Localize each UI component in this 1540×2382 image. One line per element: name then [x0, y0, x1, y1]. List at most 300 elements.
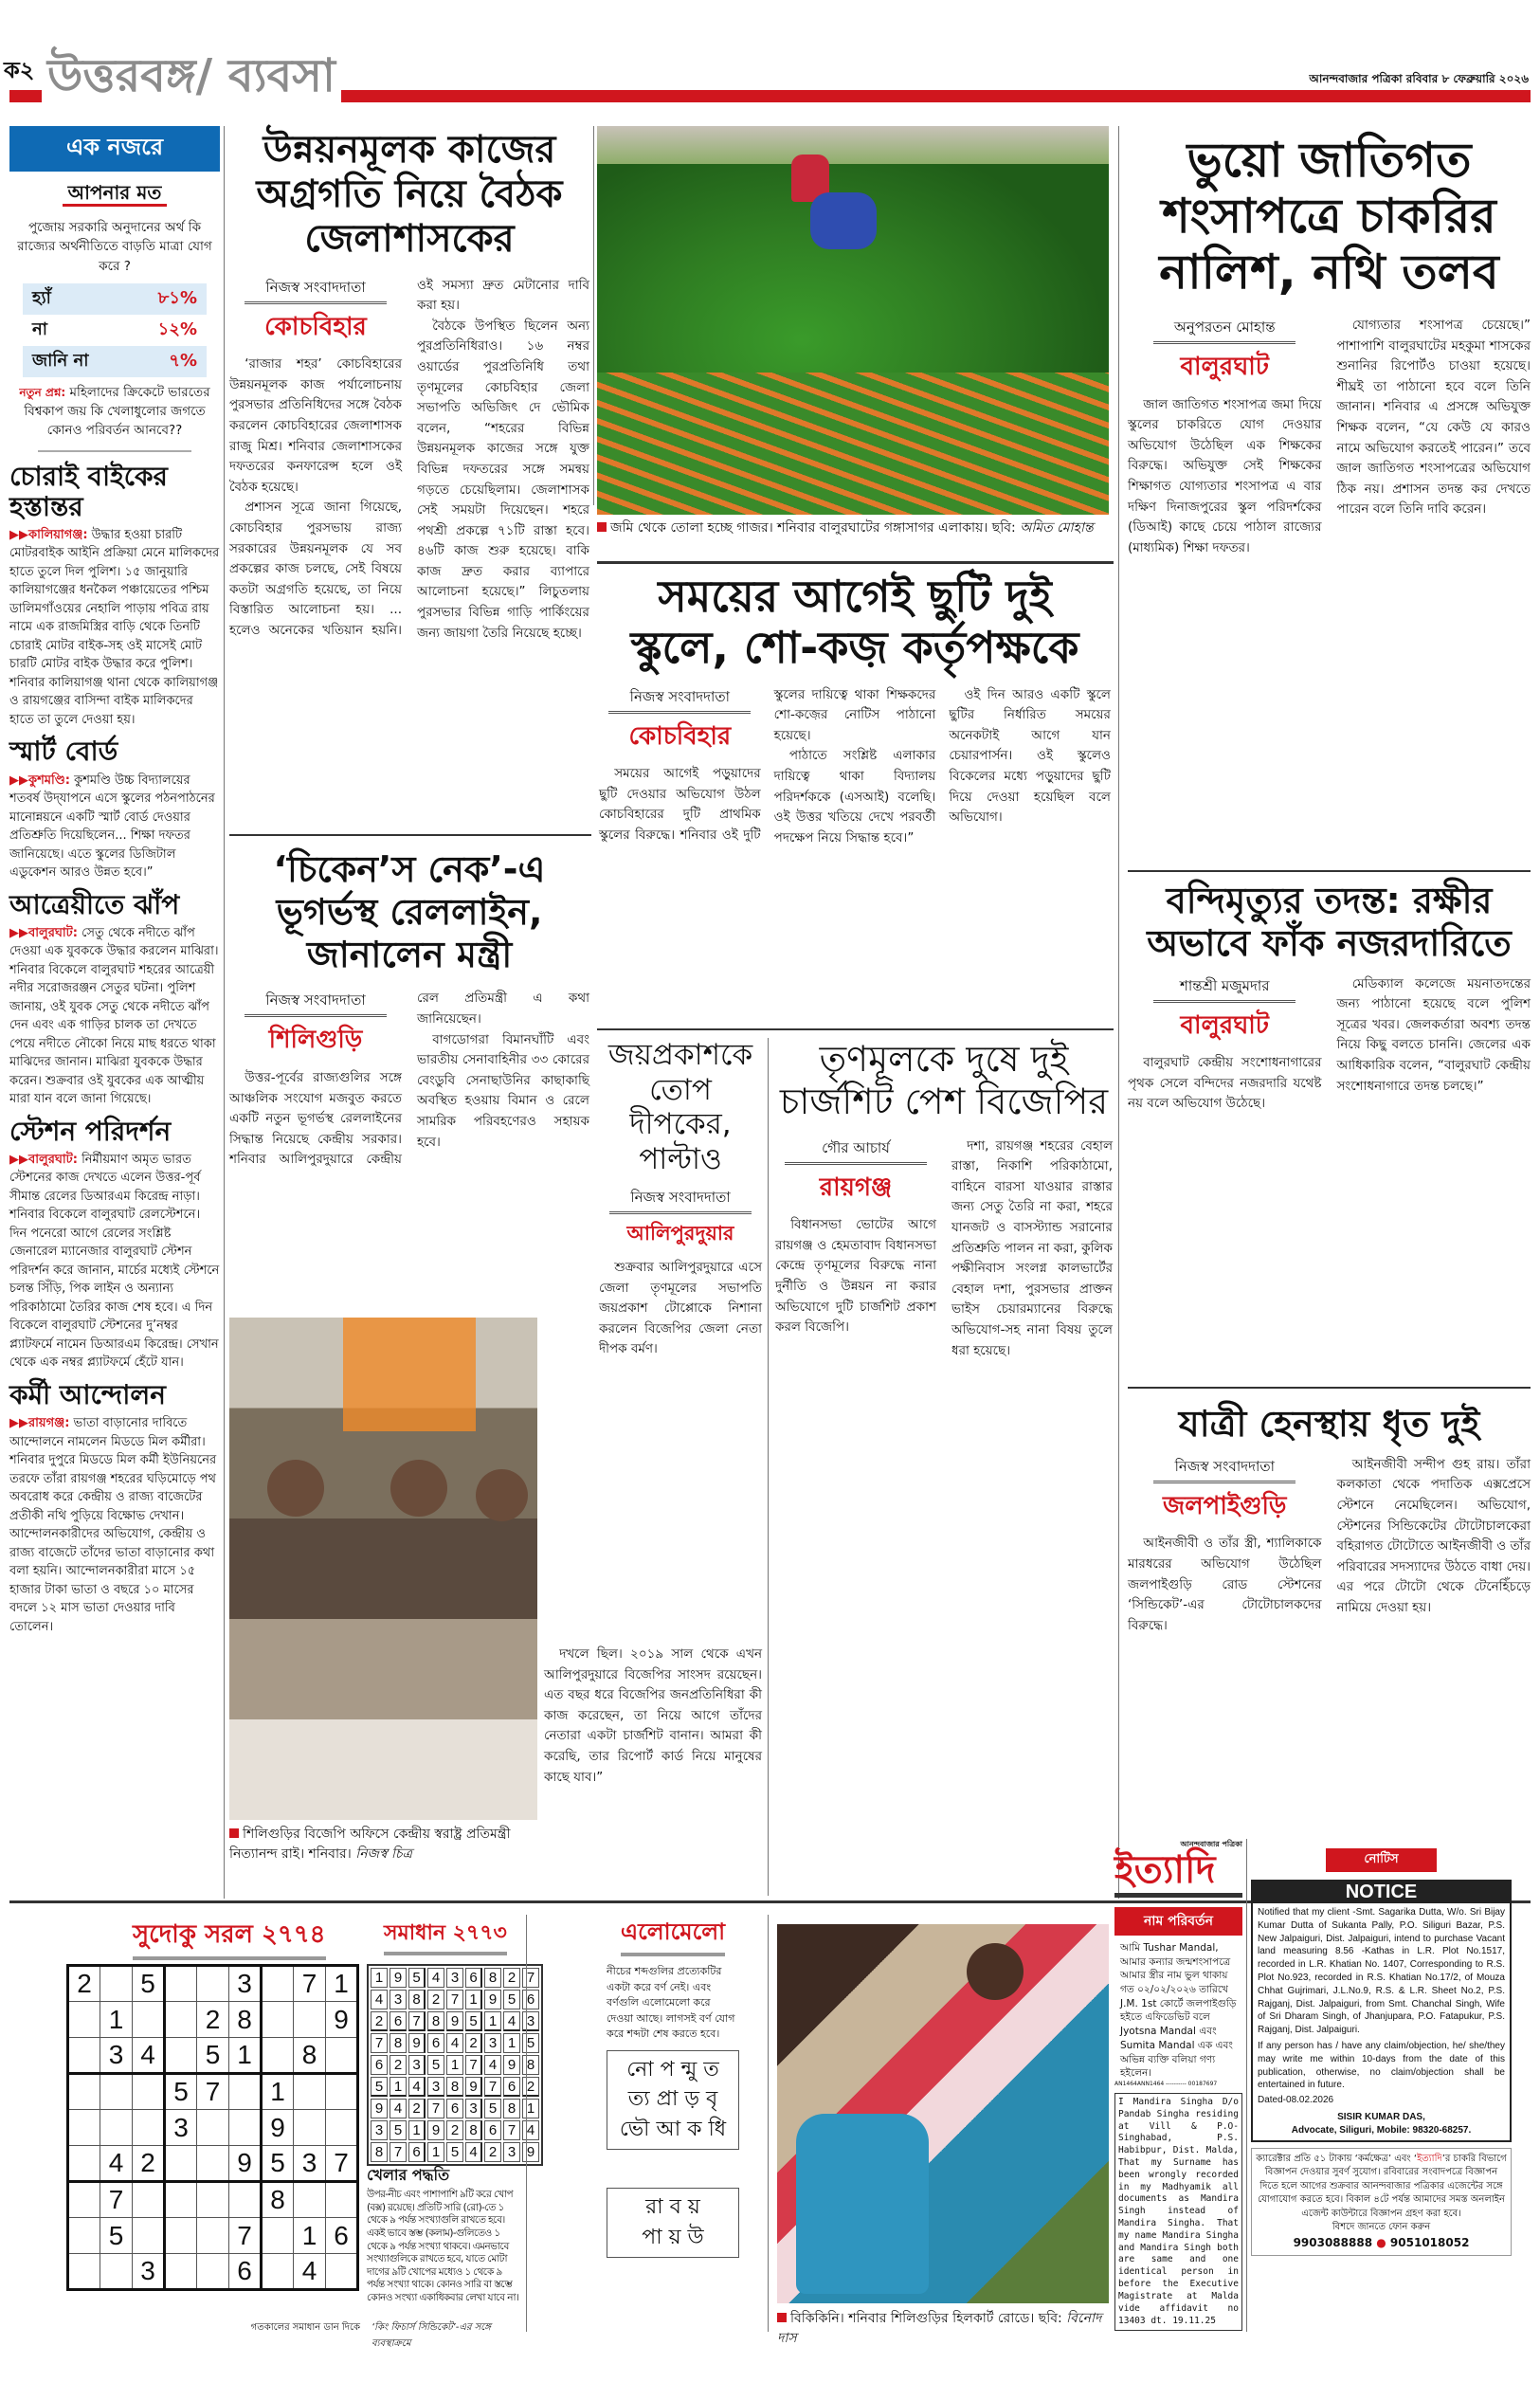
notice-signatory: SISIR KUMAR DAS,: [1337, 2111, 1425, 2122]
legal-notice: [1251, 1848, 1512, 2256]
sudoku-cell: [68, 2110, 100, 2146]
caption-text: জমি থেকে তোলা হচ্ছে গাজর। শনিবার বালুরঘাটের গঙ্গাসাগর এলাকায়। ছবি:: [610, 520, 1016, 536]
sudoku-cell: 1: [100, 2002, 133, 2038]
solution-cell: 3: [503, 2142, 520, 2162]
article-custody-death: [1128, 880, 1531, 1115]
phone-number[interactable]: 9051018052: [1389, 2235, 1470, 2249]
bjp-press-photo: [229, 1318, 537, 1820]
solution-cell: 4: [503, 2011, 520, 2031]
brief-text: সেতু থেকে নদীতে ঝাঁপ দেওয়া এক যুবককে উদ্ধার করলেন মাঝিরা। শনিবার বিকেলে বালুরঘাট শহরের আত্রেয়ী নদীর সরোজরঞ্জন সেতুর ঘটনা। পুলিশ জানায়, ওই যুবক সেতু থেকে নদীতে ঝাঁপ দেন এবং এক গাড়ির চালক তা দেখতে পেয়ে নদীতে নৌকো নিয়ে মাছ ধরতে থাকা মাঝিদের জানান। মাঝিরা যুবককে উদ্ধার করেন। শুক্রবার ওই যুবকের এক আত্মীয় মারা যান বলে জানা গিয়েছে।: [9, 925, 219, 1107]
sudoku-cell: 5: [133, 1966, 165, 2002]
ek-nojore-title: এক নজরে: [9, 126, 220, 172]
brief-title: চোরাই বাইকের হস্তান্তর: [9, 460, 168, 522]
solution-cell: 9: [427, 2120, 444, 2140]
elomelo-intro: নীচের শব্দগুলির প্রত্যেকটির একটা করে বর্ণ নেই। এবং বর্ণগুলি এলোমেলো করে দেওয়া আছে। লাগসই বর্ণ যোগ করে শব্দটা শেষ করতে হবে।: [607, 1965, 735, 2040]
news-brief: স্টেশন পরিদর্শন ▶▶বালুরঘাট: নির্মীয়মাণ অমৃত ভারত স্টেশনের কাজ দেখতে এলেন উত্তর-পূর্ব সীমান্ত রেলের ডিআরএম কিরেন্দ্র নাড়া। শনিবার বিকেলে বালুরঘাট রেলস্টেশনে। দিন পনেরো আগে রেলের সংশ্লিষ্ট জেনারেল ম্যানেজার বালুরঘাট স্টেশন পরিদর্শন করে জানান, মার্চের মধ্যেই স্টেশনে চলন্ত সিঁড়ি, পিক লাইন ও অন্যান্য পরিকাঠামো তৈরির কাজ শেষ হবে। এ দিন বিকেলে বালুরঘাট স্টেশনের দু’নম্বর প্ল্যাটফর্মে নামেন ডিআরএম কিরেন্দ্র। সেখান থেকে এক নম্বর প্ল্যাটফর্মে হেঁটে যান।: [9, 1115, 220, 1371]
solution-cell: 9: [522, 2142, 539, 2162]
solution-cell: 5: [503, 1990, 520, 2009]
dateline-place: বালুরঘাট: [1180, 353, 1269, 381]
elomelo-box-2: [607, 2188, 739, 2258]
solution-cell: 2: [390, 2055, 407, 2075]
sudoku-cell: [326, 2038, 358, 2074]
paragraph: শুক্রবার আলিপুরদুয়ারে এসে জেলা তৃণমূলের সভাপতি জয়প্রকাশ টোপ্পোকে নিশানা করলেন বিজেপির জেলা নেতা দীপক বর্মণ।: [599, 1259, 762, 1357]
notice-label: নোটিস: [1326, 1848, 1436, 1872]
phone-number[interactable]: 9903088888: [1293, 2235, 1373, 2249]
headline: যাত্রী হেনস্থায় ধৃত দুই: [1178, 1403, 1480, 1445]
byline: নিজস্ব সংবাদদাতা: [1153, 1455, 1295, 1483]
ityadi-logo: ইত্যাদি: [1114, 1851, 1242, 1898]
notice-title: NOTICE: [1253, 1882, 1510, 1903]
article-school-show-cause: [599, 571, 1111, 848]
poll-option: না: [32, 318, 47, 339]
brief-title: আত্রেয়ীতে ঝাঁপ: [9, 888, 180, 920]
solution-cell: 6: [427, 2033, 444, 2053]
headline: ভুয়ো জাতিগত শংসাপত্রে চাকরির নালিশ, নথি তলব: [1159, 133, 1499, 300]
seller: [967, 1943, 1024, 2000]
solution-cell: 3: [465, 2099, 482, 2118]
poll-row: [23, 283, 207, 315]
sudoku-cell: 4: [133, 2038, 165, 2074]
sudoku-cell: [68, 2146, 100, 2182]
sudoku-cell: [262, 2218, 294, 2254]
paragraph: সময়ের আগেই পড়ুয়াদের ছুটি দেওয়ার অভিযোগ উঠল কোচবিহারের দুটি প্রাথমিক স্কুলের বিরুদ্ধে। শনিবার ওই দুটি স্কুলের দায়িত্বে থাকা শিক্ষকদের শো-কজ়ের নোটিস পাঠানো হয়েছে।: [599, 686, 936, 843]
solution-cell: 1: [465, 1990, 482, 2009]
solution-cell: 7: [465, 2055, 482, 2075]
paragraph: প্রশাসন সূত্রে জানা গিয়েছে, কোচবিহার পুরসভায় রাজ্য সরকারের উন্নয়নমূলক যে সব প্রকল্পের কাজ চলছে, সেই বিষয়ে কতটা অগ্রগতি হয়েছে, তা নিয়ে বিস্তারিত আলোচনা হয়। ... হলেও অনেকের খতিয়ান হয়নি। ওই সমস্যা দ্রুত মেটানোর দাবি করা হয়।: [229, 277, 589, 638]
solution-cell: 2: [484, 2142, 501, 2162]
article-chickens-neck: [229, 848, 589, 1171]
poll-percent: ৭%: [169, 350, 197, 371]
sudoku-cell: 3: [100, 2038, 133, 2074]
brief-place: বালুরঘাট:: [28, 1152, 78, 1167]
solution-cell: 5: [371, 2077, 388, 2097]
sudoku-cell: [100, 2254, 133, 2290]
sudoku-note: গতকালের সমাধান ডান দিকে: [250, 2322, 360, 2333]
brief-place: কুশমণ্ডি:: [28, 773, 70, 788]
solution-cell: 5: [484, 2099, 501, 2118]
paragraph: আইনজীবী সন্দীপ গুহ রায়। তাঁরা কলকাতা থেকে পদাতিক এক্সপ্রেসে স্টেশনে নেমেছিলেন। অভিযোগ, স্টেশনের সিন্ডিকেটের টোটোচালকেরা বহিরাগত টোটোতে আইনজীবী ও তাঁর পরিবারের সদস্যাদের উঠতে বাধা দেয়। এর পরে টোটো থেকে টেনেহিঁচড়ে নামিয়ে দেওয়া হয়।: [1336, 1456, 1531, 1615]
solution-cell: 2: [522, 2077, 539, 2097]
byline: শান্তশ্রী মজুমদার: [1153, 974, 1295, 1003]
solution-cell: 3: [484, 2033, 501, 2053]
solution-cell: 1: [522, 2099, 539, 2118]
solution-cell: 3: [427, 2077, 444, 2097]
page-header: [0, 47, 1540, 114]
news-brief: কর্মী আন্দোলন ▶▶রায়গঞ্জ: ভাতা বাড়ানোর দাবিতে আন্দোলনে নামলেন মিডডে মিল কর্মীরা। শনিবার দুপুরে মিডডে মিল কর্মী ইউনিয়নের তরফে তাঁরা রায়গঞ্জ শহরের ঘড়িমোড়ে পথ অবরোধ করে কেন্দ্রীয় ও রাজ্য বাজেটের প্রতীকী নথি পুড়িয়ে বিক্ষোভ দেখান। আন্দোলনকারীদের অভিযোগ, কেন্দ্রীয় ও রাজ্য বাজেটে তাঁদের ভাতা বাড়ানোর কথা বলা হয়নি। আন্দোলনকারীরা মাসে ১৫ হাজার টাকা ভাতা ও বছরে ১০ মাসের বদলে ১২ মাস ভাতা দেওয়ার দাবি তোলেন।: [9, 1380, 220, 1636]
solution-cell: 4: [371, 1990, 388, 2009]
sudoku-cell: 7: [100, 2182, 133, 2218]
sudoku-cell: 4: [294, 2254, 326, 2290]
solution-cell: 2: [371, 2011, 388, 2031]
solution-cell: 8: [446, 2077, 463, 2097]
sudoku-rules: [367, 2163, 520, 2305]
caption-credit: অমিত মোহান্ত: [1020, 520, 1094, 536]
article-fake-caste-certificate: [1128, 133, 1531, 558]
sudoku-cell: [294, 2074, 326, 2110]
brief-list: [9, 462, 220, 1637]
jumbled-word: ভৌ আ ক ধি: [619, 2118, 727, 2142]
solution-cell: 4: [465, 2142, 482, 2162]
sudoku-cell: 7: [294, 1966, 326, 2002]
solution-cell: 6: [446, 2099, 463, 2118]
sudoku-cell: [165, 1966, 197, 2002]
solution-cell: 9: [484, 1990, 501, 2009]
brief-title: কর্মী আন্দোলন: [9, 1378, 166, 1410]
paragraph: ‘রাজার শহর’ কোচবিহারের উন্নয়নমূলক কাজ পর্যালোচনায় পুরসভার প্রতিনিধিদের সঙ্গে বৈঠক করলেন কোচবিহারের জেলাশাসক রাজু মিশ্র। শনিবার জেলাশাসকের দফতরের কনফারেন্স হলে ওই বৈঠক হয়েছে।: [229, 356, 402, 495]
new-question: [13, 383, 216, 441]
solution-cell: 5: [427, 2055, 444, 2075]
byline: গৌর আচার্য: [785, 1136, 927, 1165]
promo-text: ক্যারেক্টার প্রতি ৫১ টাকায় ‘কর্মক্ষেত্র’ এবং ‘: [1256, 2153, 1418, 2164]
name-change-ad: আমি Tushar Mandal, আমার কন্যার জন্মশংসাপত্রে আমার স্ত্রীর নাম ভুল থাকায় গত ০২/০২/২০২৬ তারিখে J.M. 1st কোর্টে জলপাইগুড়ি হইতে এফিডেভিট বলে Jyotsna Mandal এবং Sumita Mandal এক এবং অভিন্ন ব্যক্তি বলিয়া গণ্য হইলেন।: [1120, 1942, 1237, 2080]
solution-cell: 4: [484, 2055, 501, 2075]
paragraph: মেডিক্যাল কলেজে ময়নাতদন্তের জন্য পাঠানো হয়েছে বলে পুলিশ সূত্রের খবর। জেলকর্তারা অবশ্য তদন্ত নিয়ে কিছু বলতে চাননি। জেলের এক আধিকারিক বলেন, “বালুরঘাট কেন্দ্রীয় সংশোধনাগারে তদন্ত চলছে।”: [1336, 975, 1531, 1094]
left-column: [9, 126, 220, 1636]
sudoku-cell: 6: [229, 2254, 262, 2290]
solution-cell: 8: [522, 2055, 539, 2075]
headline: সময়ের আগেই ছুটি দুই স্কুলে, শো-কজ় কর্তৃপক্ষকে: [630, 571, 1079, 674]
article-jayprakash: [599, 1038, 762, 1360]
article-jayprakash-continued: [544, 1645, 762, 1788]
solution-cell: 8: [503, 2099, 520, 2118]
byline: নিজস্ব সংবাদদাতা: [608, 685, 751, 714]
notice-date: Dated-08.02.2026: [1258, 2095, 1334, 2106]
byline: নিজস্ব সংবাদদাতা: [245, 276, 387, 304]
sudoku-cell: 7: [197, 2074, 229, 2110]
sudoku-cell: [100, 1966, 133, 2002]
bjp-photo-caption: [229, 1825, 537, 1864]
flower-photo-caption: [777, 2309, 1111, 2349]
solution-cell: 3: [371, 2120, 388, 2140]
ityadi-classifieds: [1114, 1839, 1242, 2331]
solution-cell: 7: [427, 2099, 444, 2118]
solution-cell: 7: [503, 2120, 520, 2140]
solution-cell: 6: [465, 1968, 482, 1988]
brief-text: উদ্ধার হওয়া চারটি মোটরবাইক আইনি প্রক্রিয়া মেনে মালিকদের হাতে তুলে দিল পুলিশ। ১৫ জানুয়ারি কালিয়াগঞ্জের ধনকৈল পঞ্চায়েতের পশ্চিম ডালিমগাঁওয়ের নেহালি পাড়ায় পবিত্র রায় নামে এক রাজমিস্ত্রির বাড়ি থেকে তিনটি চোরাই মোটর বাইক-সহ ওই মাসেই মোট চারটি মোটর বাইক উদ্ধার করে পুলিশ। শনিবার কালিয়াগঞ্জ থানা থেকে কালিয়াগঞ্জ ও রায়গঞ্জের বাসিন্দা বাইক মালিকদের হাতে তা তুলে দেওয়া হয়।: [9, 527, 220, 727]
sudoku-cell: [165, 2182, 197, 2218]
solution-cell: 6: [484, 2120, 501, 2140]
sudoku-cell: [68, 2218, 100, 2254]
solution-cell: 4: [427, 1968, 444, 1988]
byline: নিজস্ব সংবাদদাতা: [245, 989, 387, 1017]
paragraph: বিধানসভা ভোটের আগে রায়গঞ্জ ও হেমতাবাদ বিধানসভা কেন্দ্রে তৃণমূলের বিরুদ্ধে নানা দুর্নীতি ও উন্নয়ন না করার অভিযোগে দুটি চার্জশিট প্রকাশ করল বিজেপি।: [775, 1217, 936, 1336]
sudoku-cell: [68, 2182, 100, 2218]
paragraph: দশা, রায়গঞ্জ শহরের বেহাল রাস্তা, নিকাশি পরিকাঠামো, বাহিনে বারসা যাওয়ার রাস্তার জন্য সেতু তৈরি না করা, শহরে যানজট ও বাসস্ট্যান্ড সরানোর প্রতিশ্রুতি পালন না করা, কুলিক পক্ষীনিবাস সংলগ্ন কালভার্টের বেহাল দশা, পুরসভার প্রাক্তন ভাইস চেয়ারম্যানের বিরুদ্ধে অভিযোগ-সহ নানা বিষয় তুলে ধরা হয়েছে।: [951, 1137, 1113, 1358]
solution-cell: 2: [465, 2033, 482, 2053]
solution-cell: 5: [390, 2120, 407, 2140]
solution-cell: 5: [446, 2142, 463, 2162]
solution-cell: 8: [465, 2120, 482, 2140]
solution-cell: 3: [522, 2011, 539, 2031]
sudoku-cell: 4: [100, 2146, 133, 2182]
solution-cell: 5: [408, 1968, 426, 1988]
solution-cell: 1: [408, 2120, 426, 2140]
article-dm-meeting: [229, 128, 589, 644]
sudoku-cell: 3: [229, 1966, 262, 2002]
dateline-place: জলপাইগুড়ি: [1163, 1491, 1287, 1520]
sudoku-cell: 1: [262, 2074, 294, 2110]
sudoku-title: সুদোকু সরল ২৭৭৪: [133, 1915, 326, 1960]
sudoku-cell: [197, 2146, 229, 2182]
sudoku-cell: [326, 2074, 358, 2110]
sudoku-cell: 3: [165, 2110, 197, 2146]
paragraph: ওই দিন আরও একটি স্কুলে ছুটির নির্ধারিত সময়ের অনেকটাই আগে যান চেয়ারপার্সন। ওই স্কুলেও বিকেলের মধ্যে পড়ুয়াদের ছুটি দিয়ে দেওয়া হয়েছিল বলে অভিযোগ।: [949, 686, 1111, 826]
sudoku-cell: [294, 2002, 326, 2038]
notice-signatory-contact: Advocate, Siliguri, Mobile: 98320-68257.: [1291, 2124, 1472, 2136]
solution-cell: 2: [427, 1990, 444, 2009]
dateline-place: কোচবিহার: [628, 721, 732, 751]
sudoku-cell: [165, 2038, 197, 2074]
sudoku-cell: [165, 2218, 197, 2254]
solution-title: সমাধান ২৭৭৩: [384, 1917, 507, 1955]
solution-cell: 1: [484, 2011, 501, 2031]
sudoku-cell: 2: [133, 2146, 165, 2182]
brief-place: বালুরঘাট:: [28, 925, 78, 940]
solution-cell: 3: [390, 1990, 407, 2009]
carrot-photo-caption: [597, 518, 1109, 538]
sudoku-cell: 8: [229, 2002, 262, 2038]
brief-title: স্টেশন পরিদর্শন: [9, 1115, 172, 1147]
dateline-place: রায়গঞ্জ: [819, 1173, 893, 1202]
news-brief: স্মার্ট বোর্ড ▶▶কুশমণ্ডি: কুশমণ্ডি উচ্চ বিদ্যালয়ের শতবর্ষ উদ্‌যাপনে এসে স্কুলের পঠনপাঠনের মানোন্নয়নে একটি স্মার্ট বোর্ড দেওয়ার প্রতিশ্রুতি দিয়েছিলেন... শিক্ষা দফতর জানিয়েছে। এতে স্কুলের ডিজিটাল এডুকেশন আরও উন্নত হবে।”: [9, 736, 220, 882]
sudoku-cell: [326, 2182, 358, 2218]
dateline-place: আলিপুরদুয়ার: [626, 1222, 734, 1246]
sudoku-cell: [133, 2182, 165, 2218]
jumbled-word: পা য় উ: [642, 2226, 704, 2250]
sudoku-cell: [294, 2182, 326, 2218]
sudoku-cell: [326, 2254, 358, 2290]
solution-cell: 1: [503, 2033, 520, 2053]
solution-cell: 9: [446, 2011, 463, 2031]
byline: অনুপরতন মোহান্ত: [1153, 316, 1295, 344]
ityadi-brand-small: আনন্দবাজার পত্রিকা: [1180, 1840, 1242, 1848]
brief-text: কুশমণ্ডি উচ্চ বিদ্যালয়ের শতবর্ষ উদ্‌যাপনে এসে স্কুলের পঠনপাঠনের মানোন্নয়নে একটি স্মার্ট বোর্ড দেওয়ার প্রতিশ্রুতি দিয়েছিলেন... শিক্ষা দফতর জানিয়েছে। এতে স্কুলের ডিজিটাল এডুকেশন আরও উন্নত হবে।”: [9, 773, 215, 881]
paragraph: দখলে ছিল। ২০১৯ সাল থেকে এখন আলিপুরদুয়ারে বিজেপির সাংসদ রয়েছেন। এত বছর ধরে বিজেপির জনপ্রতিনিধিরা কী কাজ করেছেন, তা নিয়ে আগে তাঁদের নেতারা একটা চার্জশিট বানান। আমরা কী করেছি, তার রিপোর্ট কার্ড নিয়ে মানুষের কাছে যাব।”: [544, 1646, 762, 1785]
syndicate-note: ‘কিং ফিচার্স সিন্ডিকেট’-এর সঙ্গে ব্যবস্থাক্রমে: [371, 2322, 491, 2349]
notice-body: Notified that my client -Smt. Sagarika Dutta, W/o. Sri Bijay Kumar Dutta of Sukanta Pally, P.O. Siliguri Bazar, P.S. New Jalpaiguri, Dist. Jalpaiguri, intend to purchase Vacant land measuring 8.56 -Kathas in L.R. Plot No.1517, recorded in L.R. Khatian No. 1407, Corresponding to R.S. Plot No.923, recorded in R.S. Khatian No.17/2, of Mouza Chhat Gujrimari, J.L.No.9, R.S. & L.R. Sheet No.2, P.S. Rajganj, Dist. Jalpaiguri, from Smt. Chanchal Singh, Wife of Sri Dharam Singh, of Jhanjupara, P.O. Fatapukur, P.S. Rajganj, Dist. Jalpaiguri.: [1258, 1907, 1505, 2036]
paragraph: পাঠাতে সংশ্লিষ্ট এলাকার দায়িত্বে থাকা বিদ্যালয় পরিদর্শককে (এসআই) বলেছি। ওই উত্তর খতিয়ে দেখে পরবর্তী পদক্ষেপ নিয়ে সিদ্ধান্ত হবে।”: [773, 748, 936, 846]
solution-cell: 3: [408, 2055, 426, 2075]
headline: বন্দিমৃত্যুর তদন্ত: রক্ষীর অভাবে ফাঁক নজরদারিতে: [1147, 880, 1512, 964]
solution-cell: 6: [371, 2055, 388, 2075]
sudoku-cell: [229, 2074, 262, 2110]
sudoku-cell: [165, 2146, 197, 2182]
sudoku-cell: 5: [197, 2038, 229, 2074]
brief-place: রায়গঞ্জ:: [28, 1416, 70, 1431]
elomelo-puzzle: [607, 1915, 739, 2258]
page-number: ক২: [4, 57, 35, 83]
dateline-place: কোচবিহার: [264, 312, 367, 341]
solution-cell: 7: [446, 1990, 463, 2009]
solution-cell: 6: [408, 2142, 426, 2162]
ad-code: AN1464ANN1464 ---------- 00187697: [1114, 2080, 1218, 2087]
solution-cell: 6: [503, 2077, 520, 2097]
headline: উন্নয়নমূলক কাজের অগ্রগতি নিয়ে বৈঠক জেলাশাসকের: [256, 128, 563, 262]
sudoku-cell: [262, 1966, 294, 2002]
carrot-harvest-photo: [597, 126, 1109, 515]
solution-cell: 1: [427, 2142, 444, 2162]
sudoku-cell: [197, 2254, 229, 2290]
solution-cell: 8: [371, 2142, 388, 2162]
solution-cell: 7: [371, 2033, 388, 2053]
sudoku-cell: 1: [294, 2218, 326, 2254]
solution-cell: 4: [390, 2099, 407, 2118]
sudoku-cell: 9: [229, 2146, 262, 2182]
rules-title: খেলার পদ্ধতি: [367, 2166, 450, 2184]
caption-credit: বিনোদ দাস: [777, 2311, 1102, 2346]
sudoku-cell: 8: [294, 2038, 326, 2074]
sudoku-cell: [133, 2110, 165, 2146]
sudoku-cell: [197, 2110, 229, 2146]
solution-cell: 8: [427, 2011, 444, 2031]
sudoku-cell: [262, 2002, 294, 2038]
poll-option: জানি না: [32, 350, 89, 371]
brief-place: কালিয়াগঞ্জ:: [28, 527, 88, 542]
sudoku-cell: [229, 2182, 262, 2218]
solution-cell: 1: [371, 1968, 388, 1988]
rules-text: উপর-নীচ এবং পাশাপাশি ৯টি করে খোপ (বক্স) রয়েছে। প্রতিটি সারি (রো)-তে ১ থেকে ৯ পর্যন্ত সংখ্যাগুলি রাখতে হবে। একই ভাবে স্তম্ভ (কলাম)-গুলিতেও ১ থেকে ৯ পর্যন্ত সংখ্যা থাকবে। এমনভাবে সংখ্যাগুলিকে রাখতে হবে, যাতে মোটা দাগের ৯টি খোপের মধ্যেও ১ থেকে ৯ পর্যন্ত সংখ্যা থাকে। কোনও সারি বা স্তম্ভে কোনও সংখ্যা একাধিকবার লেখা যাবে না।: [367, 2189, 519, 2304]
caption-credit: নিজস্ব চিত্র: [355, 1846, 412, 1862]
solution-cell: 8: [408, 1990, 426, 2009]
dateline: আনন্দবাজার পত্রিকা রবিবার ৮ ফেব্রুয়ারি ২০২৬: [1309, 72, 1529, 85]
solution-cell: 9: [371, 2099, 388, 2118]
solution-cell: 2: [503, 1968, 520, 1988]
sudoku-cell: 9: [326, 2002, 358, 2038]
solution-cell: 7: [522, 1968, 539, 1988]
new-question-text: মহিলাদের ক্রিকেটে ভারতের বিশ্বকাপ জয় কি খেলাধুলোর জগতে কোনও পরিবর্তন আনবে??: [24, 384, 210, 439]
solution-cell: 4: [446, 2033, 463, 2053]
solution-cell: 7: [408, 2011, 426, 2031]
solution-cell: 9: [390, 1968, 407, 1988]
surname-ad: I Mandira Singha D/o Pandab Singha residing at Vill & P.O- Singhabad, P.S. Habibpur, Dist. Malda, That my Surname has been wrongly recorded in my Madhyamik all documents as Mandira Singh instead of Mandira Singha. That my name Mandira Singha and Mandira Singh both are same and one identical person in before the Executive Magistrate at Malda vide affidavit no 13403 dt. 19.11.25: [1114, 2093, 1242, 2331]
solution-cell: 9: [465, 2077, 482, 2097]
paragraph: বালুরঘাট কেন্দ্রীয় সংশোধনাগারের পৃথক সেলে বন্দিদের নজরদারি যথেষ্ট নয় বলে অভিযোগ উঠেছে।: [1128, 1055, 1322, 1112]
solution-cell: 7: [390, 2142, 407, 2162]
caption-text: শিলিগুড়ির বিজেপি অফিসে কেন্দ্রীয় স্বরাষ্ট্র প্রতিমন্ত্রী নিত্যানন্দ রাই। শনিবার।: [229, 1827, 511, 1862]
sudoku-cell: [229, 2110, 262, 2146]
sudoku-cell: [197, 1966, 229, 2002]
sudoku-cell: 1: [326, 1966, 358, 2002]
headline: ‘চিকেন’স নেক’-এ ভূগর্ভস্থ রেললাইন, জানালেন মন্ত্রী: [273, 848, 546, 975]
poll-row: [23, 315, 207, 346]
poll-row: [23, 346, 207, 377]
bjp-banner: [343, 1318, 476, 1431]
poll-question: পুজোয় সরকারি অনুদানের অর্থ কি রাজ্যের অর্থনীতিতে বাড়তি মাত্রা যোগ করে ?: [17, 220, 212, 274]
byline: নিজস্ব সংবাদদাতা: [609, 1186, 752, 1214]
sudoku-grid: [66, 1964, 359, 2291]
poll-percent: ১২%: [157, 318, 197, 339]
solution-cell: 4: [522, 2120, 539, 2140]
headline: তৃণমূলকে দুষে দুই চার্জশিট পেশ বিজেপির: [779, 1038, 1109, 1122]
sudoku-cell: [197, 2182, 229, 2218]
new-question-label: নতুন প্রশ্ন:: [19, 385, 66, 399]
poll-percent: ৮১%: [157, 287, 197, 308]
solution-cell: 5: [522, 2033, 539, 2053]
sudoku-cell: 3: [133, 2254, 165, 2290]
dateline-place: বালুরঘাট: [1180, 1010, 1269, 1040]
dateline-place: শিলিগুড়ি: [268, 1026, 363, 1055]
sudoku-cell: [326, 2110, 358, 2146]
sudoku-cell: [262, 2254, 294, 2290]
paragraph: বৈঠকে উপস্থিত ছিলেন অন্য পুরপ্রতিনিধিরাও। ১৬ নম্বর ওয়ার্ডের পুরপ্রতিনিধি তথা তৃণমূলের কোচবিহার জেলা সভাপতি অভিজিৎ দে ভৌমিক বলেন, “শহরের বিভিন্ন উন্নয়নমূলক কাজের সঙ্গে যুক্ত বিভিন্ন দফতরের সঙ্গে সমন্বয় গড়তে চেয়েছিলাম। জেলাশাসক সেই সময়টা দিয়েছেন। শহরে পথশ্রী প্রকল্পে ৭১টি রাস্তা হবে। ৪৬টি কাজ শুরু হয়েছে। বাকি কাজ দ্রুত করার ব্যাপারে আলোচনা হয়েছে।” লিচুতলায় পুরসভার বিভিন্ন গাড়ি পার্কিংয়ের জন্য জায়গা তৈরি নিয়েছে হচ্ছে।: [417, 318, 589, 641]
article-bjp-chargesheet: [775, 1038, 1113, 1361]
sudoku-cell: 5: [262, 2146, 294, 2182]
sudoku-cell: 6: [326, 2218, 358, 2254]
solution-cell: 6: [390, 2011, 407, 2031]
notice-body-2: If any person has / have any claim/objection, he/ she/they may write me within 10-days from the date of this publication, otherwise, no claim/objection shall be entertained in future.: [1258, 2040, 1505, 2091]
sudoku-cell: 3: [294, 2146, 326, 2182]
sudoku-cell: [68, 2254, 100, 2290]
jumbled-word: ত্য প্রা ড় বৃ: [627, 2087, 718, 2112]
carrot-pile: [597, 373, 1109, 515]
solution-cell: 1: [390, 2077, 407, 2097]
solution-cell: 9: [408, 2033, 426, 2053]
sudoku-cell: [262, 2038, 294, 2074]
solution-cell: 4: [408, 2077, 426, 2097]
news-brief: আত্রেয়ীতে ঝাঁপ ▶▶বালুরঘাট: সেতু থেকে নদীতে ঝাঁপ দেওয়া এক যুবককে উদ্ধার করলেন মাঝিরা। শনিবার বিকেলে বালুরঘাট শহরের আত্রেয়ী নদীর সরোজরঞ্জন সেতুর ঘটনা। পুলিশ জানায়, ওই যুবক সেতু থেকে নদীতে ঝাঁপ দেন এবং এক গাড়ির চালক তা দেখতে পেয়ে নদীতে নৌকো নিয়ে মাছ ধরতে থাকা মাঝিদের জানান। মাঝিরা যুবককে উদ্ধার করেন। শুক্রবার ওই যুবকের এক আত্মীয় মারা যান বলে জানা গিয়েছে।: [9, 888, 219, 1107]
brief-text: ভাতা বাড়ানোর দাবিতে আন্দোলনে নামলেন মিডডে মিল কর্মীরা। শনিবার দুপুরে মিডডে মিল কর্মী ইউনিয়নের তরফে তাঁরা রায়গঞ্জ শহরের ঘড়িমোড়ে পথ অবরোধ করে কেন্দ্রীয় ও রাজ্য বাজেটের প্রতীকী নথি পুড়িয়ে বিক্ষোভ দেখান। আন্দোলনকারীদের অভিযোগ, কেন্দ্রীয় ও রাজ্য বাজেটে তাঁদের ভাতা বাড়ানোর কথা বলা হয়নি। আন্দোলনকারীরা মাসে ১৫ হাজার টাকা ভাতা ও বছরে ১০ মাসের বদলে ১২ মাস ভাতা দেওয়ার দাবি তোলেন।: [9, 1416, 217, 1634]
sudoku-cell: 2: [68, 1966, 100, 2002]
solution-cell: 6: [522, 1990, 539, 2009]
sudoku-cell: 2: [197, 2002, 229, 2038]
sudoku-cell: 1: [229, 2038, 262, 2074]
sudoku-cell: 9: [262, 2110, 294, 2146]
name-change-banner: নাম পরিবর্তন: [1114, 1907, 1242, 1936]
flower-market-photo: [777, 1924, 1109, 2303]
sudoku-cell: [294, 2110, 326, 2146]
news-brief: চোরাই বাইকের হস্তান্তর ▶▶কালিয়াগঞ্জ: উদ্ধার হওয়া চারটি মোটরবাইক আইনি প্রক্রিয়া মেনে মালিকদের হাতে তুলে দিল পুলিশ। ১৫ জানুয়ারি কালিয়াগঞ্জের ধনকৈল পঞ্চায়েতের পশ্চিম ডালিমগাঁওয়ের নেহালি পাড়ায় পবিত্র রায় নামে এক রাজমিস্ত্রির বাড়ি থেকে তিনটি চোরাই মোটর বাইক-সহ ওই মাসেই মোট চারটি মোটর বাইক উদ্ধার করে পুলিশ। শনিবার কালিয়াগঞ্জ থানা থেকে কালিয়াগঞ্জ ও রায়গঞ্জের বাসিন্দা বাইক মালিকদের হাতে তা তুলে দেওয়া হয়।: [9, 460, 220, 727]
sudoku-cell: [133, 2074, 165, 2110]
section-title: উত্তরবঙ্গ/ ব্যবসা: [42, 47, 341, 104]
solution-cell: 9: [503, 2055, 520, 2075]
ad-promo: ক্যারেক্টার প্রতি ৫১ টাকায় ‘কর্মক্ষেত্র’ এবং ‘ইত্যাদি’র চাকরি বিভাগে বিজ্ঞাপন দেওয়ার সুবর্ণ সুযোগ। রবিবারের সংবাদপত্রে বিজ্ঞাপন দিতে হলে আগের শুক্রবার আনন্দবাজার পত্রিকার এজেন্টের সঙ্গে যোগাযোগ করতে হবে। বিকাল ৪টে পর্যন্ত আমাদের সমস্ত অনলাইন এজেন্ট কাউন্টারে বিজ্ঞাপন গ্রহণ করা হবে। বিশদে জানতে ফোন করুন 9903088888 ● 9051018052: [1251, 2148, 1512, 2256]
paragraph: যোগ্যতার শংসাপত্র চেয়েছে।” পাশাপাশি বালুরঘাটের মহকুমা শাসকের শুনানির রিপোর্টও চাওয়া হয়েছে। শীঘ্রই তা পাঠানো হবে বলে তিনি জানান। শনিবার এ প্রসঙ্গে অভিযুক্ত শিক্ষক বলেন, “যে কেউ যে কারও নামে অভিযোগ করতেই পারেন।” তবে জাল জাতিগত শংসাপত্রের অভিযোগ ঠিক নয়। প্রশাসন তদন্ত কর দেখতে পারেন বলে তিনি দাবি করেন।: [1336, 318, 1531, 518]
sudoku-cell: 5: [165, 2074, 197, 2110]
sudoku-solution-grid: [367, 1964, 543, 2166]
solution-cell: 7: [484, 2077, 501, 2097]
sudoku-cell: 8: [262, 2182, 294, 2218]
solution-cell: 8: [390, 2033, 407, 2053]
sudoku-cell: [165, 2002, 197, 2038]
sudoku-cell: [68, 2074, 100, 2110]
elomelo-box-1: [607, 2050, 739, 2151]
sudoku-cell: [68, 2002, 100, 2038]
sudoku-cell: 5: [100, 2218, 133, 2254]
sudoku-cell: [165, 2254, 197, 2290]
sudoku-cell: [100, 2110, 133, 2146]
jumbled-word: রা ব য়: [645, 2195, 700, 2220]
solution-cell: 2: [446, 2120, 463, 2140]
sudoku-cell: [197, 2218, 229, 2254]
elomelo-title: এলোমেলো: [621, 1915, 725, 1956]
jumbled-word: নো প ন্মু ত: [626, 2057, 719, 2082]
sudoku-cell: [133, 2002, 165, 2038]
sudoku-cell: 7: [326, 2146, 358, 2182]
solution-cell: 2: [408, 2099, 426, 2118]
poll-title: আপনার মত: [63, 181, 168, 207]
caption-text: বিকিকিনি। শনিবার শিলিগুড়ির হিলকার্ট রোডে। ছবি:: [790, 2311, 1062, 2326]
paragraph: উত্তর-পূর্বের রাজ্যগুলির সঙ্গে আঞ্চলিক সংযোগ মজবুত করতে একটি নতুন ভূগর্ভস্থ রেললাইনের সিদ্ধান্ত নিয়েছে কেন্দ্রীয় সরকার। শনিবার আলিপুরদুয়ারে কেন্দ্রীয় রেল প্রতিমন্ত্রী এ কথা জানিয়েছেন।: [229, 991, 589, 1168]
solution-cell: 3: [446, 1968, 463, 1988]
promo-text-2: ’র চাকরি বিভাগে বিজ্ঞাপন দেওয়ার সুবর্ণ সুযোগ। রবিবারের সংবাদপত্রে বিজ্ঞাপন দিতে হলে আগের শুক্রবার আনন্দবাজার পত্রিকার এজেন্টের সঙ্গে যোগাযোগ করতে হবে। বিকাল ৪টে পর্যন্ত আমাদের সমস্ত অনলাইন এজেন্ট কাউন্টারে বিজ্ঞাপন গ্রহণ করা হবে।: [1258, 2153, 1507, 2219]
promo-brand: ইত্যাদি: [1417, 2153, 1442, 2164]
brief-title: স্মার্ট বোর্ড: [9, 736, 118, 768]
sudoku-cell: 7: [229, 2218, 262, 2254]
poll-results: [23, 283, 207, 377]
sudoku-cell: [68, 2038, 100, 2074]
solution-cell: 1: [446, 2055, 463, 2075]
sudoku-cell: [100, 2074, 133, 2110]
